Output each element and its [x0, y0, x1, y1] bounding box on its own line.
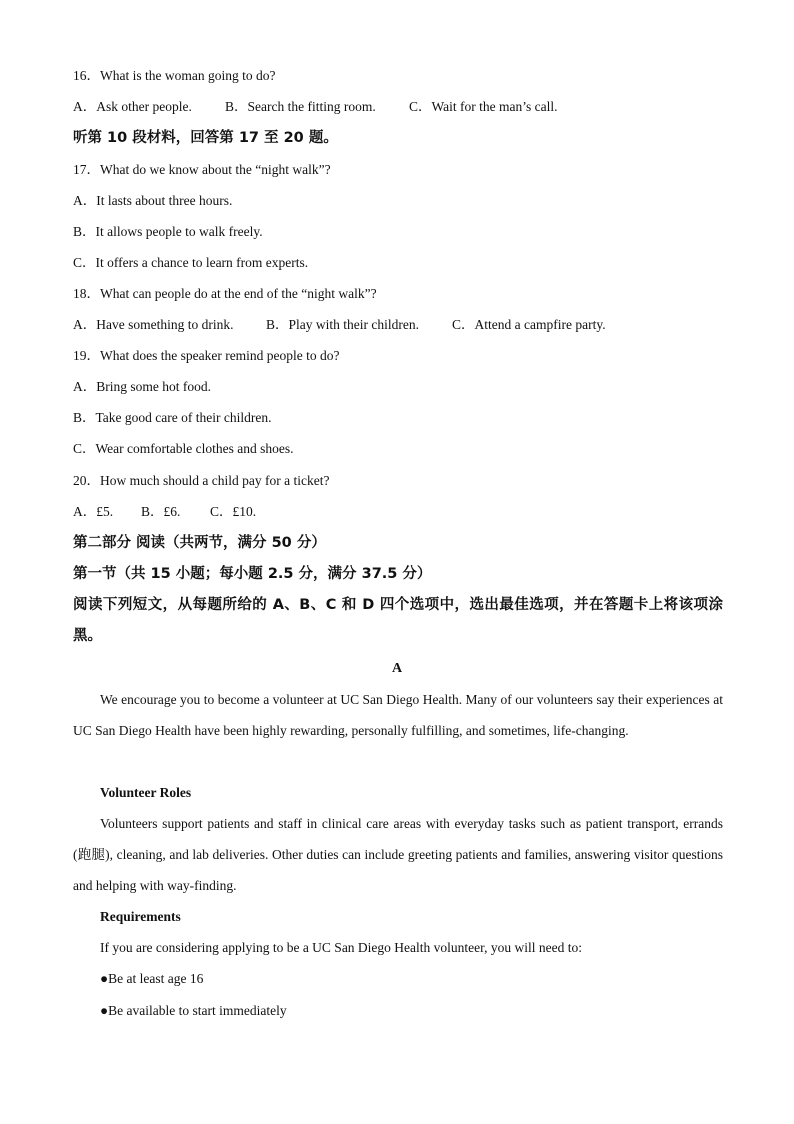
q19-option-a: A．Bring some hot food.	[73, 379, 211, 394]
passage-title: A	[391, 661, 403, 676]
requirement-item: ●Be available to start immediately	[100, 1003, 287, 1018]
q16-option-c: C．Wait for the man’s call.	[409, 99, 558, 114]
q20-option-b: B．£6.	[141, 504, 181, 519]
section-10-heading: 听第 10 段材料，回答第 17 至 20 题。	[73, 130, 338, 146]
q17-question: 17．What do we know about the “night walk”?	[73, 162, 331, 177]
q19-option-c: C．Wear comfortable clothes and shoes.	[73, 441, 294, 456]
q18-question: 18．What can people do at the end of the “night walk”?	[73, 286, 377, 301]
volunteer-roles-heading: Volunteer Roles	[100, 785, 192, 800]
q17-option-a: A．It lasts about three hours.	[73, 193, 233, 208]
q18-option-b: B．Play with their children.	[266, 317, 419, 332]
q20-option-c: C．£10.	[210, 504, 257, 519]
q19-question: 19．What does the speaker remind people to do?	[73, 348, 340, 363]
q18-option-a: A．Have something to drink.	[73, 317, 234, 332]
passage-paragraph-1: We encourage you to become a volunteer at UC San Diego Health. Many of our volunteers say their experiences at UC San Diego Health have been highly rewarding, personally fulfilling, and sometimes, life-changing.	[73, 692, 723, 738]
q18-option-c: C．Attend a campfire party.	[452, 317, 606, 332]
q20-question: 20．How much should a child pay for a ticket?	[73, 473, 330, 488]
requirement-item: ●Be at least age 16	[100, 971, 204, 986]
part-2-heading: 第二部分 阅读（共两节，满分 50 分）	[73, 535, 326, 551]
reading-instructions: 阅读下列短文，从每题所给的 A、B、C 和 D 四个选项中，选出最佳选项，并在答题卡上将该项涂黑。	[73, 597, 723, 644]
q20-option-a: A．£5.	[73, 504, 114, 519]
q16-options	[73, 98, 558, 116]
requirements-heading: Requirements	[100, 909, 181, 924]
q20-options	[73, 503, 256, 521]
q19-option-b: B．Take good care of their children.	[73, 410, 272, 425]
requirements-intro: If you are considering applying to be a UC San Diego Health volunteer, you will need to:	[100, 940, 582, 955]
q18-options	[73, 316, 606, 334]
q17-option-b: B．It allows people to walk freely.	[73, 224, 263, 239]
q16-option-a: A．Ask other people.	[73, 99, 192, 114]
passage-paragraph-2: Volunteers support patients and staff in clinical care areas with everyday tasks such as patient transport, errands (跑腿), cleaning, and lab deliveries. Other duties can include greeting patients and families, answering visitor questions and helping with way-finding.	[73, 816, 723, 893]
q16-question: 16．What is the woman going to do?	[73, 68, 276, 83]
section-1-heading: 第一节（共 15 小题；每小题 2.5 分，满分 37.5 分）	[73, 566, 432, 582]
q16-option-b: B．Search the fitting room.	[225, 99, 376, 114]
q17-option-c: C．It offers a chance to learn from experts.	[73, 255, 309, 270]
